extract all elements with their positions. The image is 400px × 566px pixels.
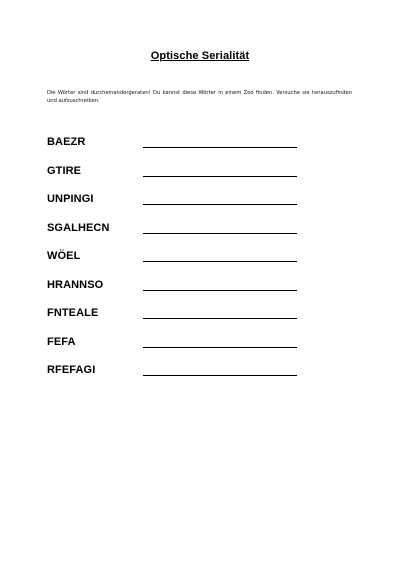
scrambled-word: FNTEALE bbox=[47, 307, 99, 319]
word-row bbox=[47, 278, 307, 307]
word-row bbox=[47, 135, 307, 164]
word-list bbox=[47, 135, 307, 392]
scrambled-word: UNPINGI bbox=[47, 193, 94, 205]
instructions-text: Die Wörter sind durcheinandergeraten! Du kannst diese Wörter in einem Zoo finden. Versuche sie herauszufinden und aufzuschreiben. bbox=[47, 90, 352, 104]
answer-line[interactable] bbox=[143, 261, 297, 262]
word-row bbox=[47, 192, 307, 221]
scrambled-word: HRANNSO bbox=[47, 278, 104, 291]
scrambled-word: RFEFAGI bbox=[47, 364, 96, 376]
word-row bbox=[47, 164, 307, 193]
word-row bbox=[47, 335, 307, 364]
answer-line[interactable] bbox=[143, 233, 297, 234]
word-row bbox=[47, 249, 307, 278]
answer-line[interactable] bbox=[143, 147, 297, 148]
answer-line[interactable] bbox=[143, 204, 297, 205]
scrambled-word: WÖEL bbox=[47, 250, 81, 262]
answer-line[interactable] bbox=[143, 290, 297, 291]
scrambled-word: SGALHECN bbox=[47, 221, 110, 234]
answer-line[interactable] bbox=[143, 176, 297, 177]
scrambled-word: BAEZR bbox=[47, 136, 86, 148]
answer-line[interactable] bbox=[143, 375, 297, 376]
page-title: Optische Serialität bbox=[150, 50, 250, 62]
answer-line[interactable] bbox=[143, 347, 297, 348]
answer-line[interactable] bbox=[143, 318, 297, 319]
word-row bbox=[47, 363, 307, 392]
word-row bbox=[47, 221, 307, 250]
scrambled-word: GTIRE bbox=[47, 164, 82, 177]
word-row bbox=[47, 306, 307, 335]
scrambled-word: FEFA bbox=[47, 335, 76, 348]
